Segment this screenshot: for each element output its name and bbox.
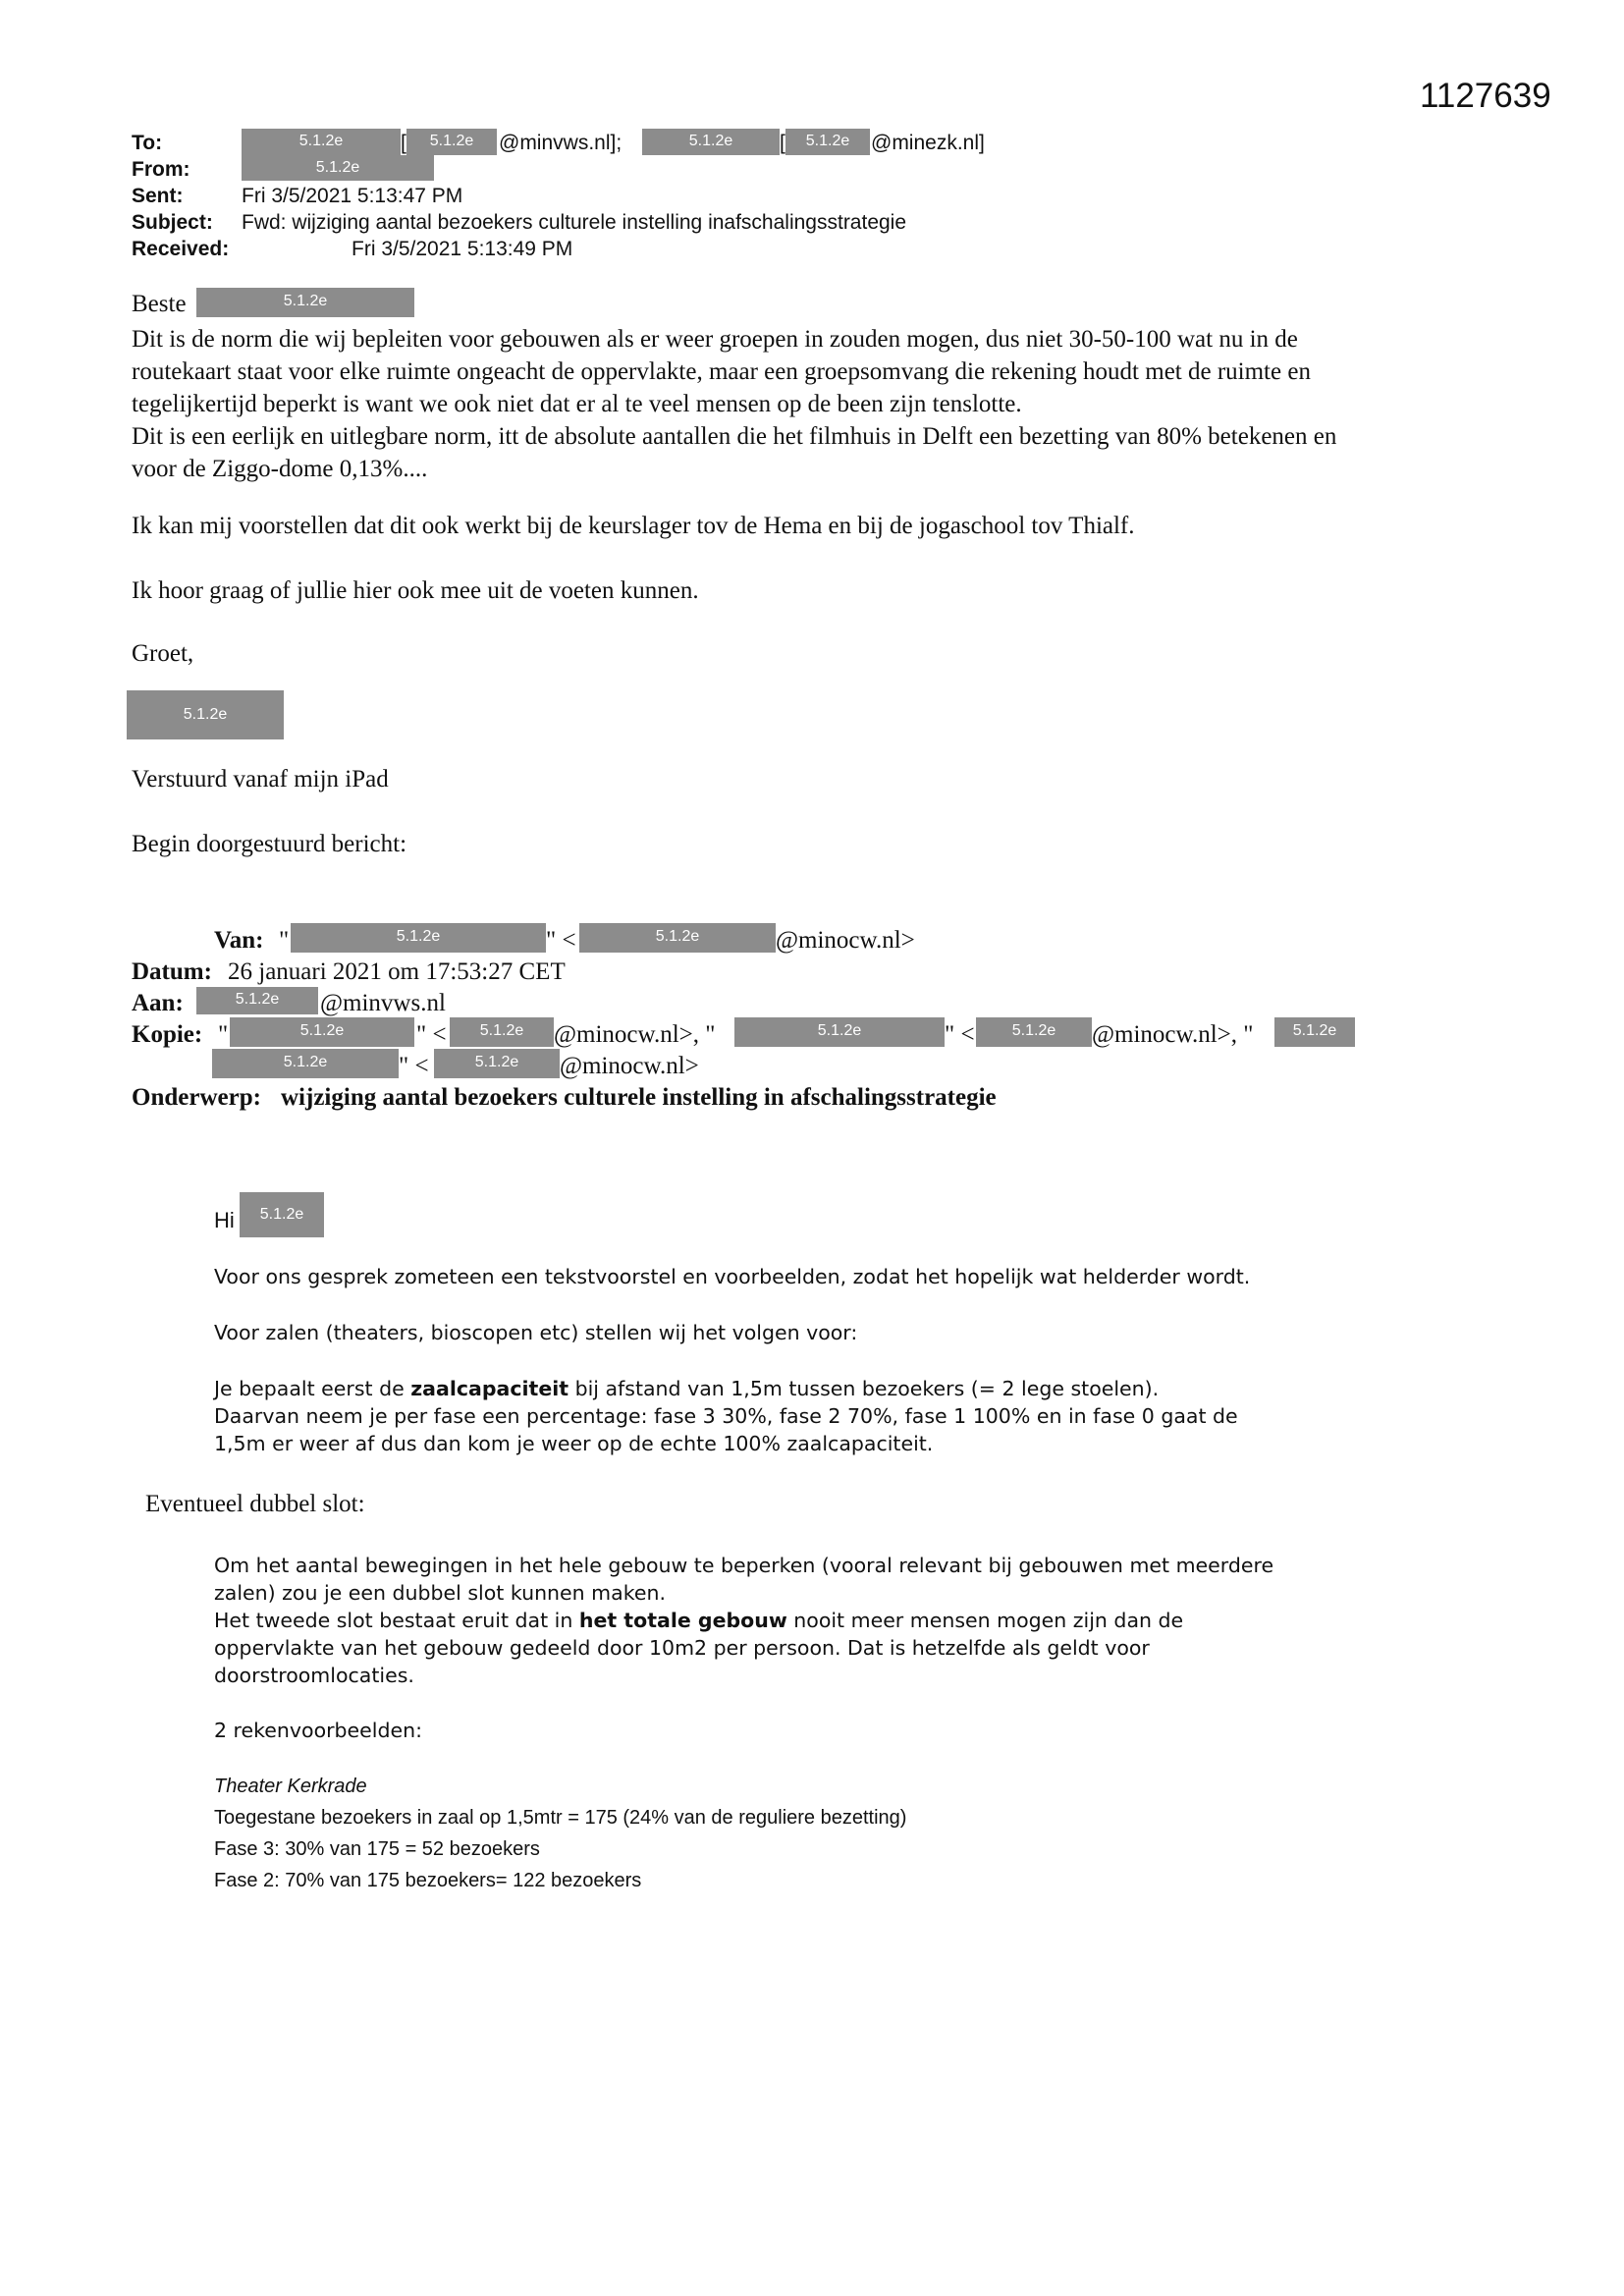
capacity-text: bij afstand van 1,5m tussen bezoekers (= 2 lege stoelen). [568,1377,1160,1400]
greeting: Beste [132,291,187,317]
redaction-block: 5.1.2e [450,1017,554,1047]
kopie-quote-close: " < [416,1021,447,1048]
to-bracket-2: [ [780,132,785,154]
kopie-domain: @minocw.nl> [560,1053,699,1079]
body-line: tegelijkertijd beperkt is want we ook niet dat er al te veel mensen op de been zijn tenslotte. [132,391,1022,417]
datum-value: 26 januari 2021 om 17:53:27 CET [228,958,566,985]
capacity-text: Je bepaalt eerst de [214,1377,411,1400]
redaction-block: 5.1.2e [785,129,870,155]
kopie-quote-close: " < [399,1053,429,1079]
redaction-block: 5.1.2e [406,129,497,155]
forward-intro: Begin doorgestuurd bericht: [132,831,407,857]
body-paragraph-2: Ik kan mij voorstellen dat dit ook werkt bij de keurslager tov de Hema en bij de jogaschool tov Thialf. [132,513,1135,539]
body-paragraph-1 [132,323,1336,485]
capacity-line-2: Daarvan neem je per fase een percentage: fase 3 30%, fase 2 70%, fase 1 100% en in fase 0 gaat de [214,1404,1238,1428]
kopie-domain: @minocw.nl>, " [554,1021,716,1048]
to-domain-1: @minvws.nl]; [499,132,623,154]
slot-line-5: doorstroomlocaties. [214,1664,414,1687]
body-line: Dit is een eerlijk en uitlegbare norm, itt de absolute aantallen die het filmhuis in Delft een bezetting van 80% betekenen en [132,423,1337,450]
redaction-block: 5.1.2e [240,1192,324,1237]
calc-line-3: Fase 2: 70% van 175 bezoekers= 122 bezoekers [214,1870,642,1891]
redaction-block: 5.1.2e [196,987,318,1014]
hi-greeting: Hi [214,1208,235,1232]
van-quote-close: " < [546,927,576,954]
sent-label: Sent: [132,185,184,207]
slot-text: nooit meer mensen mogen zijn dan de [786,1609,1184,1632]
zalen-line: Voor zalen (theaters, bioscopen etc) stellen wij het volgen voor: [214,1321,858,1344]
redaction-block: 5.1.2e [196,288,414,317]
slot-line-3 [214,1609,1183,1632]
slot-line-1: Om het aantal bewegingen in het hele gebouw te beperken (vooral relevant bij gebouwen met meerdere [214,1554,1274,1577]
redaction-block: 5.1.2e [1274,1017,1355,1047]
intro-line: Voor ons gesprek zometeen een tekstvoorstel en voorbeelden, zodat het hopelijk wat helderder wordt. [214,1265,1251,1288]
redaction-block: 5.1.2e [230,1017,414,1047]
redaction-block: 5.1.2e [212,1049,399,1078]
document-number: 1127639 [1420,77,1551,115]
kopie-label: Kopie: [132,1021,203,1048]
redaction-block: 5.1.2e [291,923,546,953]
datum-label: Datum: [132,958,212,985]
onderwerp-value: wijziging aantal bezoekers culturele instelling in afschalingsstrategie [281,1084,997,1111]
van-label: Van: [214,927,264,954]
onderwerp-label: Onderwerp: [132,1084,261,1111]
redaction-block: 5.1.2e [976,1017,1092,1047]
received-value: Fri 3/5/2021 5:13:49 PM [352,238,573,260]
van-domain: @minocw.nl> [776,927,915,954]
signature-redaction: 5.1.2e [127,690,284,739]
van-quote-open: " [279,927,290,954]
dubbel-slot-heading: Eventueel dubbel slot: [145,1491,365,1517]
kopie-domain: @minocw.nl>, " [1092,1021,1254,1048]
redaction-block: 5.1.2e [434,1049,560,1078]
capacity-bold: zaalcapaciteit [410,1377,569,1400]
capacity-line-3: 1,5m er weer af dus dan kom je weer op de echte 100% zaalcapaciteit. [214,1432,934,1455]
slot-line-2: zalen) zou je een dubbel slot kunnen maken. [214,1581,666,1605]
calc-line-1: Toegestane bezoekers in zaal op 1,5mtr = 175 (24% van de reguliere bezetting) [214,1807,907,1829]
aan-domain: @minvws.nl [320,990,446,1016]
received-label: Received: [132,238,230,260]
to-label: To: [132,132,163,154]
sent-from: Verstuurd vanaf mijn iPad [132,766,389,793]
slot-bold: het totale gebouw [578,1609,787,1632]
slot-text: Het tweede slot bestaat eruit dat in [214,1609,579,1632]
sent-value: Fri 3/5/2021 5:13:47 PM [242,185,463,207]
redaction-block: 5.1.2e [642,129,780,155]
capacity-line-1 [214,1377,1159,1400]
redaction-block: 5.1.2e [579,923,776,953]
redaction-block: 5.1.2e [242,129,401,155]
body-paragraph-3: Ik hoor graag of jullie hier ook mee uit de voeten kunnen. [132,577,699,604]
redaction-block: 5.1.2e [242,155,434,181]
body-line: Dit is de norm die wij bepleiten voor gebouwen als er weer groepen in zouden mogen, dus niet 30-50-100 wat nu in de [132,326,1298,353]
rekenvoorbeelden-line: 2 rekenvoorbeelden: [214,1719,422,1742]
slot-line-4: oppervlakte van het gebouw gedeeld door 10m2 per persoon. Dat is hetzelfde als geldt voor [214,1636,1150,1660]
subject-value: Fwd: wijziging aantal bezoekers culturele instelling inafschalingsstrategie [242,211,907,234]
to-domain-2: @minezk.nl] [871,132,985,154]
from-label: From: [132,158,190,181]
calc-line-2: Fase 3: 30% van 175 = 52 bezoekers [214,1838,540,1860]
to-bracket-1: [ [401,132,406,154]
subject-label: Subject: [132,211,213,234]
body-line: voor de Ziggo-dome 0,13%.... [132,456,428,482]
closing: Groet, [132,640,194,667]
body-line: routekaart staat voor elke ruimte ongeacht de oppervlakte, maar een groepsomvang die rekening houdt met de ruimte en [132,358,1311,385]
theater-heading: Theater Kerkrade [214,1776,367,1797]
kopie-quote-close: " < [945,1021,975,1048]
redaction-block: 5.1.2e [734,1017,945,1047]
aan-label: Aan: [132,990,184,1016]
kopie-quote: " [218,1021,229,1048]
